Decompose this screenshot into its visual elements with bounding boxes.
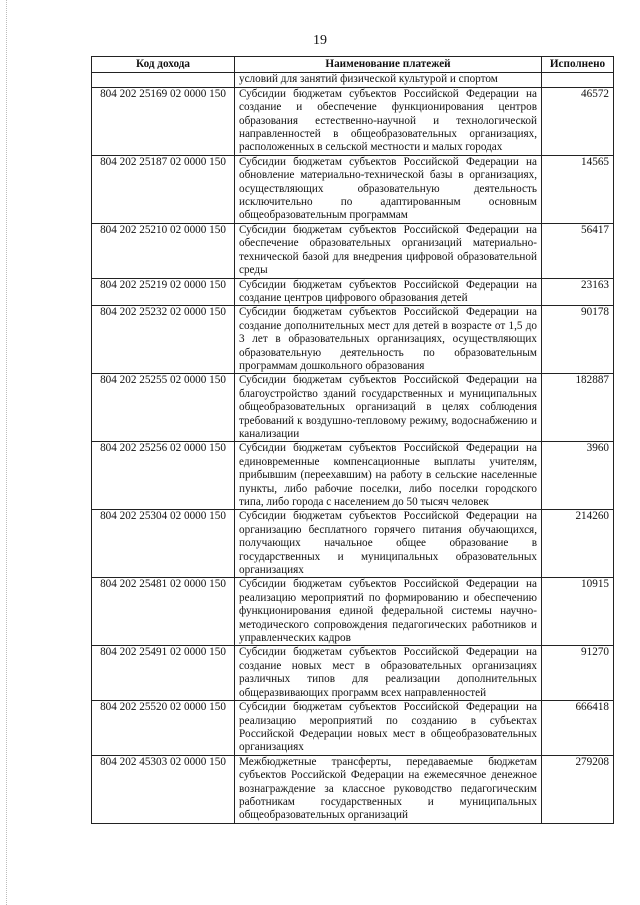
table-row <box>92 155 614 223</box>
table-row <box>92 73 614 87</box>
scan-edge-mark <box>6 0 8 905</box>
table-row <box>92 701 614 756</box>
header-code: Код дохода <box>92 57 235 73</box>
table-row <box>92 223 614 278</box>
header-amount: Исполнено <box>542 57 614 73</box>
income-code-cell: 804 202 25219 02 0000 150 <box>92 278 235 306</box>
table-row <box>92 306 614 374</box>
income-code-cell: 804 202 25520 02 0000 150 <box>92 701 235 756</box>
table-row <box>92 442 614 510</box>
income-code-cell <box>92 73 235 87</box>
payment-name-cell: Субсидии бюджетам субъектов Российской Федерации на реализацию мероприятий по формированию и обеспечению функционирования единой федеральной системы научно-методического сопровождения педагогических работников и управленческих кадров <box>235 578 542 646</box>
amount-cell: 23163 <box>542 278 614 306</box>
income-code-cell: 804 202 25491 02 0000 150 <box>92 646 235 701</box>
table-row <box>92 578 614 646</box>
amount-cell: 666418 <box>542 701 614 756</box>
table-row <box>92 87 614 155</box>
payment-name-cell: Субсидии бюджетам субъектов Российской Федерации на обновление материально-технической базы в организациях, осуществляющих образовательную деятельность исключительно по адаптированным основным общеобразовательным программам <box>235 155 542 223</box>
income-code-cell: 804 202 25232 02 0000 150 <box>92 306 235 374</box>
table-header-row <box>92 57 614 73</box>
income-code-cell: 804 202 45303 02 0000 150 <box>92 755 235 823</box>
payment-name-cell: условий для занятий физической культурой и спортом <box>235 73 542 87</box>
table-body <box>92 73 614 823</box>
table-row <box>92 374 614 442</box>
amount-cell: 14565 <box>542 155 614 223</box>
amount-cell: 56417 <box>542 223 614 278</box>
income-code-cell: 804 202 25210 02 0000 150 <box>92 223 235 278</box>
income-code-cell: 804 202 25187 02 0000 150 <box>92 155 235 223</box>
payment-name-cell: Субсидии бюджетам субъектов Российской Федерации на реализацию мероприятий по созданию в субъектах Российской Федерации новых мест в общеобразовательных организациях <box>235 701 542 756</box>
table-row <box>92 510 614 578</box>
page-number: 19 <box>313 33 327 48</box>
payment-name-cell: Субсидии бюджетам субъектов Российской Федерации на создание новых мест в образовательных организациях различных типов для реализации дополнительных общеразвивающих программ всех направленностей <box>235 646 542 701</box>
amount-cell: 46572 <box>542 87 614 155</box>
income-code-cell: 804 202 25256 02 0000 150 <box>92 442 235 510</box>
amount-cell: 182887 <box>542 374 614 442</box>
amount-cell: 3960 <box>542 442 614 510</box>
table-row <box>92 755 614 823</box>
payment-name-cell: Межбюджетные трансферты, передаваемые бюджетам субъектов Российской Федерации на ежемесячное денежное вознаграждение за классное руководство педагогическим работникам государственных и муниципальных общеобразовательных организаций <box>235 755 542 823</box>
payment-name-cell: Субсидии бюджетам субъектов Российской Федерации на создание дополнительных мест для детей в возрасте от 1,5 до 3 лет в образовательных организациях, осуществляющих образовательную деятельность по образовательным программам дошкольного образования <box>235 306 542 374</box>
amount-cell: 279208 <box>542 755 614 823</box>
payment-name-cell: Субсидии бюджетам субъектов Российской Федерации на создание и обеспечение функционирования центров образования естественно-научной и технологической направленностей в общеобразовательных организациях, расположенных в сельской местности и малых городах <box>235 87 542 155</box>
table-row <box>92 278 614 306</box>
income-code-cell: 804 202 25304 02 0000 150 <box>92 510 235 578</box>
amount-cell <box>542 73 614 87</box>
income-code-cell: 804 202 25255 02 0000 150 <box>92 374 235 442</box>
payment-name-cell: Субсидии бюджетам субъектов Российской Федерации на благоустройство зданий государственных и муниципальных общеобразовательных организаций в целях соблюдения требований к воздушно-тепловому режиму, водоснабжению и канализации <box>235 374 542 442</box>
amount-cell: 214260 <box>542 510 614 578</box>
header-name: Наименование платежей <box>235 57 542 73</box>
revenue-table <box>91 56 614 824</box>
payment-name-cell: Субсидии бюджетам субъектов Российской Федерации на организацию бесплатного горячего питания обучающихся, получающих начальное общее образование в государственных и муниципальных образовательных организациях <box>235 510 542 578</box>
payment-name-cell: Субсидии бюджетам субъектов Российской Федерации на создание центров цифрового образования детей <box>235 278 542 306</box>
amount-cell: 90178 <box>542 306 614 374</box>
payment-name-cell: Субсидии бюджетам субъектов Российской Федерации на обеспечение образовательных организаций материально-технической базой для внедрения цифровой образовательной среды <box>235 223 542 278</box>
income-code-cell: 804 202 25481 02 0000 150 <box>92 578 235 646</box>
amount-cell: 91270 <box>542 646 614 701</box>
payment-name-cell: Субсидии бюджетам субъектов Российской Федерации на единовременные компенсационные выплаты учителям, прибывшим (переехавшим) на работу в сельские населенные пункты, либо рабочие поселки, либо поселки городского типа, либо города с населением до 50 тысяч человек <box>235 442 542 510</box>
table-row <box>92 646 614 701</box>
income-code-cell: 804 202 25169 02 0000 150 <box>92 87 235 155</box>
amount-cell: 10915 <box>542 578 614 646</box>
